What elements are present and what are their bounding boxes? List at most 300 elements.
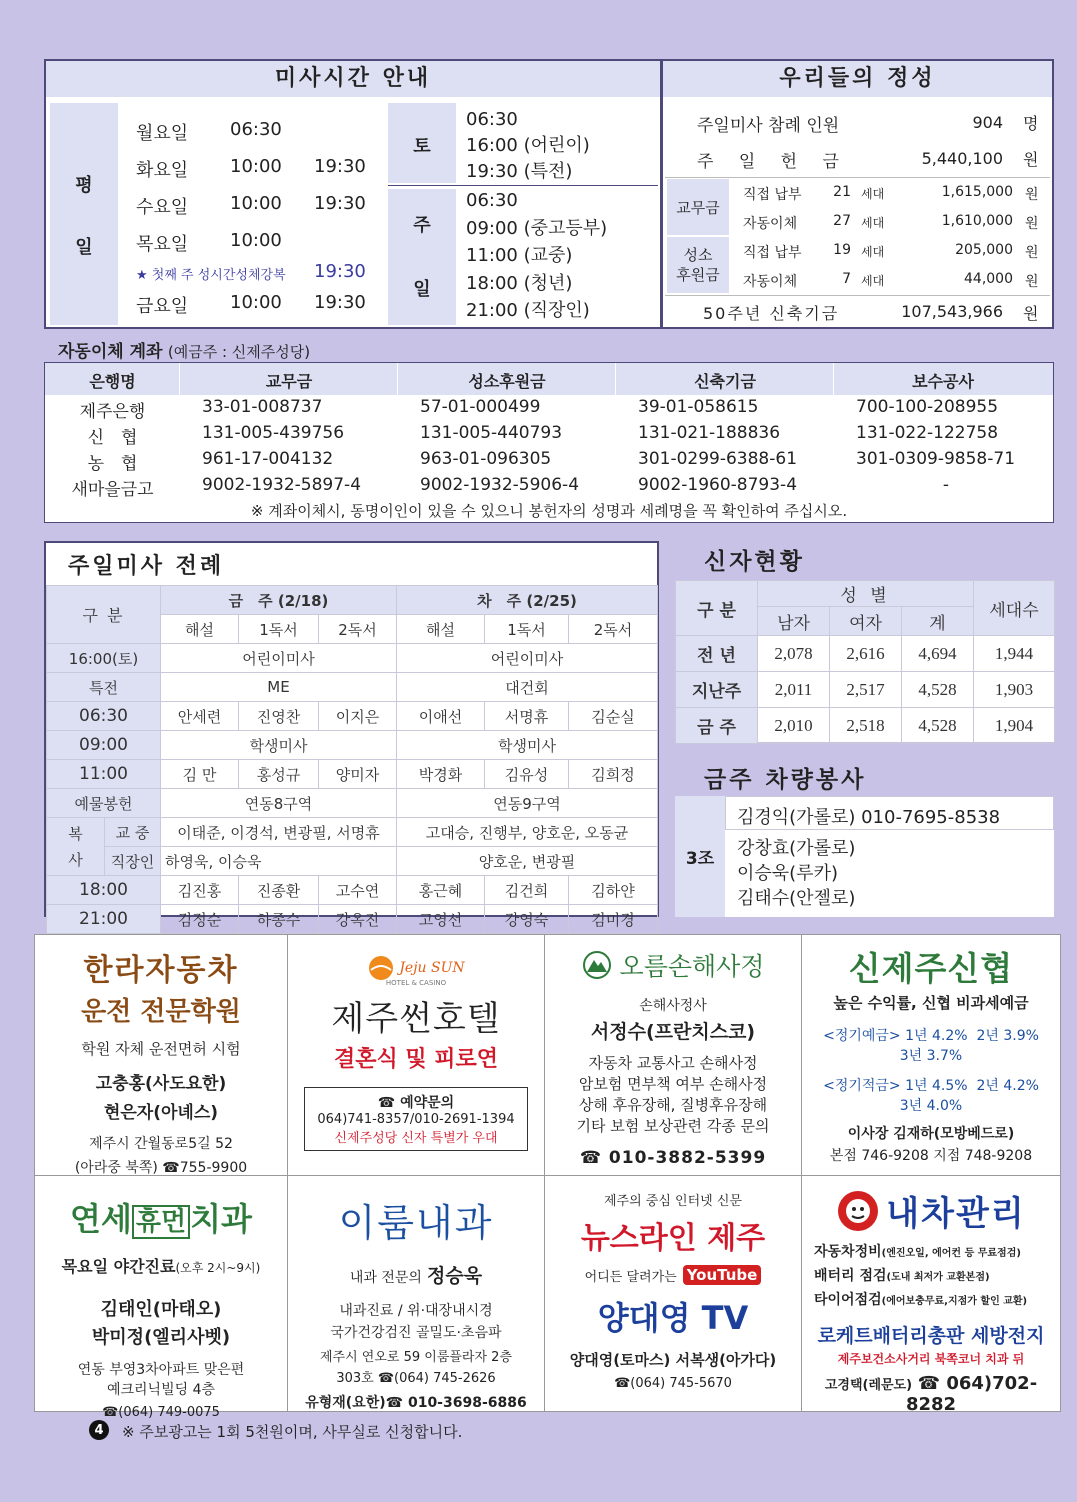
mass-times-box [44, 59, 662, 329]
cu-line: 높은 수익률, 신협 비과세예금 [833, 994, 1029, 1012]
account-number: 301-0309-9858-71 [856, 449, 1016, 469]
row-label: 지난주 [676, 672, 758, 708]
dental-title-a: 연세 [70, 1200, 132, 1238]
weekday-day: 화요일 [136, 160, 189, 181]
row-label: 11:00 [47, 760, 161, 789]
account-number: - [942, 475, 950, 495]
dental-name: 박미정(엘리사벳) [91, 1327, 231, 1348]
weekday-time1: 10:00 [230, 193, 282, 214]
gubun-cell: 구 분 [47, 586, 161, 644]
liturgy-cell: 김희정 [569, 760, 658, 789]
mass-times-title: 미사시간 안내 [46, 61, 660, 97]
liturgy-cell: 김순실 [569, 702, 658, 731]
liturgy-cell: 고대승, 진행부, 양호운, 오동균 [397, 818, 658, 847]
row-won: 원 [1025, 216, 1039, 232]
offering-row [743, 179, 1049, 208]
members-table [675, 580, 1055, 744]
halla-address: (아라중 북쪽) ☎755-9900 [74, 1160, 248, 1176]
male-count: 2,011 [758, 672, 830, 708]
ireum-address: 제주시 연오로 59 이룸플라자 2층 [319, 1350, 513, 1365]
sat-times [466, 107, 590, 185]
liturgy-cell: 이지은 [319, 702, 397, 731]
parking-title: 금주 차량봉사 [704, 767, 867, 793]
ireum-doctor-name: 정승욱 [427, 1265, 483, 1287]
account-number: 9002-1960-8793-4 [638, 475, 798, 495]
cu-title: 신제주신협 [848, 949, 1014, 988]
members-row [676, 708, 1055, 744]
row-unit: 세대 [861, 274, 885, 288]
news-phone: ☎(064) 745-5670 [614, 1376, 732, 1391]
liturgy-grid [46, 585, 657, 934]
server-label-2: 사 [68, 850, 83, 869]
account-number: 131-021-188836 [638, 423, 781, 443]
liturgy-cell: 이태준, 이경석, 변광필, 서명휴 [161, 818, 397, 847]
oreum-line: 손해사정사 [639, 998, 707, 1014]
halla-line: 학원 자체 운전면허 시험 [81, 1040, 241, 1058]
accounts-note: ※ 계좌이체시, 동명이인이 있을 수 있으니 봉헌자의 성명과 세례명을 꼭 확인하여 주십시오. [250, 502, 848, 520]
liturgy-cell: 연동8구역 [161, 789, 397, 818]
ireum-contact: 유형재(요한)☎ 010-3698-6886 [305, 1395, 527, 1411]
row-count: 27 [833, 213, 851, 229]
car-service [814, 1289, 1060, 1313]
weekday-label-2: 일 [75, 237, 93, 258]
total-header: 계 [902, 607, 974, 636]
dental-title [35, 1194, 287, 1240]
ad-oreum [545, 935, 801, 1175]
sun-logo-text: Jeju SUN [399, 960, 465, 976]
liturgy-cell: 양호운, 변광필 [397, 847, 658, 876]
liturgy-cell: 하영욱, 이승욱 [161, 847, 397, 876]
liturgy-cell: 김하얀 [569, 876, 658, 905]
accounts-rows [45, 397, 1053, 501]
ireum-line: 국가건강검진 골밀도·초음파 [330, 1325, 502, 1341]
row-won: 원 [1025, 274, 1039, 290]
sun-time: 06:30 [466, 190, 518, 211]
liturgy-cell: 김건희 [485, 876, 569, 905]
offering-row [743, 237, 1049, 266]
car-phone: ☎ 064)702-8282 [905, 1373, 1038, 1415]
dental-name: 김태인(마태오) [100, 1299, 222, 1320]
attendance-value: 904 [972, 113, 1003, 132]
next-week-header: 차 주 (2/25) [397, 586, 658, 615]
sun-subtitle: 결혼식 및 피로연 [333, 1047, 499, 1072]
sun-label-2: 일 [413, 279, 431, 300]
mascot-icon [836, 1189, 880, 1233]
offering-box [661, 59, 1054, 329]
liturgy-cell: 김진홍 [161, 876, 239, 905]
account-row [45, 449, 1053, 475]
divider [179, 363, 180, 395]
total-count: 4,528 [902, 672, 974, 708]
account-number: 131-005-439756 [202, 423, 345, 443]
attendance-unit: 명 [1023, 114, 1039, 133]
ireum-title: 이룸내과 [338, 1201, 494, 1245]
sun-phone: 064)741-8357/010-2691-1394 [317, 1112, 515, 1127]
liturgy-cell: 박경화 [397, 760, 485, 789]
offering-row [743, 208, 1049, 237]
liturgy-row [47, 760, 658, 789]
liturgy-cell: 대건회 [397, 673, 658, 702]
sub-header: 해설 [161, 615, 239, 644]
oreum-line: 상해 후유장해, 질병후유장해 [578, 1096, 768, 1114]
car-service [814, 1241, 1060, 1265]
news-line: 제주의 중심 인터넷 신문 [604, 1194, 742, 1209]
weekday-label-bg [50, 103, 118, 325]
liturgy-cell: 어린이미사 [161, 644, 397, 673]
sun-label-1: 주 [413, 215, 431, 236]
sun-discount: 신제주성당 신자 특별가 우대 [334, 1131, 498, 1146]
account-bank: 신 협 [87, 428, 138, 448]
household-count: 1,904 [974, 708, 1055, 744]
sun-title: 제주썬호텔 [331, 999, 501, 1039]
row-label: 특전 [47, 673, 161, 702]
jubilee-label: 50주년 신축기금 [703, 304, 840, 323]
accounts-title: 자동이체 계좌 [58, 342, 163, 362]
weekday-time1: 10:00 [230, 230, 282, 251]
parking-box [675, 796, 1054, 917]
household-count: 1,903 [974, 672, 1055, 708]
sub-header: 2독서 [319, 615, 397, 644]
row-label: 21:00 [47, 905, 161, 934]
footer-note: ※ 주보광고는 1회 5천원이며, 사무실로 신청합니다. [122, 1423, 463, 1441]
oreum-line: 자동차 교통사고 손해사정 [588, 1054, 758, 1072]
sun-times [466, 187, 607, 325]
liturgy-cell: 서명휴 [485, 702, 569, 731]
sat-time: 06:30 [466, 109, 518, 130]
car-service-note: (엔진오일, 에어컨 등 무료점검) [881, 1248, 1021, 1259]
row-count: 19 [833, 242, 851, 258]
won: 원 [1023, 150, 1039, 169]
divider [615, 363, 616, 395]
liturgy-row [47, 702, 658, 731]
accounts-col-header: 성소후원금 [468, 372, 546, 391]
jubilee-value: 107,543,966 [901, 302, 1003, 321]
server-label-1: 복 [68, 824, 83, 843]
account-row [45, 475, 1053, 501]
sun-label-bg [388, 189, 456, 325]
liturgy-header-row [47, 586, 658, 615]
accounts-owner: (예금주 : 신제주성당) [167, 343, 311, 361]
sun-time: 21:00 (직장인) [466, 300, 590, 321]
row-unit: 세대 [861, 245, 885, 259]
sub-header: 1독서 [239, 615, 319, 644]
car-service-label: 배터리 점검 [814, 1268, 887, 1284]
news-youtube-line [545, 1265, 801, 1285]
car-service-label: 타이어점검 [814, 1292, 882, 1308]
account-number: 961-17-004132 [202, 449, 334, 469]
weekday-time1: 10:00 [230, 292, 282, 313]
ireum-doctor-label: 내과 전문의 [349, 1270, 422, 1286]
account-number: 9002-1932-5906-4 [420, 475, 580, 495]
liturgy-box [44, 541, 659, 929]
parking-volunteer: 강창효(가롤로) [737, 838, 856, 859]
weekday-time2: 19:30 [314, 156, 366, 177]
accounts-col-header: 은행명 [89, 372, 136, 391]
row-label: 06:30 [47, 702, 161, 731]
weekday-day: 월요일 [136, 123, 189, 144]
dental-phone: ☎(064) 749-0075 [102, 1405, 220, 1420]
row-won: 원 [1025, 245, 1039, 261]
car-service-label: 자동차정비 [814, 1244, 882, 1260]
parking-rest [737, 836, 855, 911]
halla-name: 고충홍(사도요한) [95, 1074, 227, 1094]
cu-phone: 본점 746-9208 지점 748-9208 [829, 1148, 1033, 1164]
sub-header: 1독서 [485, 615, 569, 644]
car-header [802, 1186, 1060, 1235]
accounts-col-header: 신축기금 [694, 372, 756, 391]
adoration-label: ★ 첫째 주 성시간성체강복 [136, 268, 286, 283]
dental-hours [35, 1254, 287, 1277]
car-location: 제주보건소사거리 북쪽코너 치과 뒤 [837, 1352, 1025, 1366]
liturgy-cell: ME [161, 673, 397, 702]
liturgy-cell: 강영숙 [485, 905, 569, 934]
liturgy-cell: 홍근혜 [397, 876, 485, 905]
female-count: 2,518 [830, 708, 902, 744]
male-count: 2,078 [758, 636, 830, 672]
liturgy-row [47, 876, 658, 905]
liturgy-cell: 학생미사 [161, 731, 397, 760]
sun-logo-sub: HOTEL & CASINO [385, 979, 447, 987]
sub-header: 해설 [397, 615, 485, 644]
gender-header: 성 별 [758, 581, 974, 607]
adoration-time: 19:30 [314, 261, 366, 282]
car-service-note: (에어보충무료,지점가 할인 교환) [881, 1296, 1028, 1307]
row-label: 16:00(토) [47, 644, 161, 673]
ad-halla [35, 935, 287, 1175]
oreum-line: 암보험 면부책 여부 손해사정 [578, 1075, 768, 1093]
divider [665, 177, 1050, 178]
cu-savings: <정기적금> 1년 4.5% 2년 4.2% [823, 1078, 1039, 1094]
car-name: 고경택(레문도) [824, 1378, 913, 1393]
halla-name: 현은자(아녜스) [103, 1103, 219, 1123]
liturgy-row [47, 847, 658, 876]
row-type: 직접 납부 [743, 187, 802, 203]
page-number: 4 [89, 1420, 109, 1440]
liturgy-row [47, 789, 658, 818]
liturgy-cell: 강옥진 [319, 905, 397, 934]
accounts-heading [58, 337, 310, 362]
row-type: 자동이체 [743, 274, 798, 290]
row-label: 18:00 [47, 876, 161, 905]
liturgy-cell: 양미자 [319, 760, 397, 789]
total-count: 4,528 [902, 708, 974, 744]
offering-title: 우리들의 정성 [663, 61, 1052, 97]
account-number: 131-005-440793 [420, 423, 563, 443]
parking-team: 3조 [675, 796, 725, 917]
server-label [47, 818, 105, 876]
car-service-note: (도내 최저가 교환본점) [886, 1272, 990, 1283]
sunday-offering-label: 주 일 헌 금 [697, 152, 839, 172]
liturgy-cell: 안세련 [161, 702, 239, 731]
sun-time: 09:00 (중고등부) [466, 217, 608, 239]
account-number: 39-01-058615 [638, 397, 759, 417]
weekday-time2: 19:30 [314, 292, 366, 313]
sun-reservation-label: ☎ 예약문의 [377, 1095, 455, 1111]
divider [397, 363, 398, 395]
dental-address: 연동 부영3차아파트 맞은편 [77, 1362, 245, 1378]
dental-title-c: 치과 [190, 1200, 252, 1238]
weekday-time1: 10:00 [230, 156, 282, 177]
female-count: 2,616 [830, 636, 902, 672]
liturgy-table [46, 585, 658, 934]
car-title: 내차관리 [886, 1194, 1026, 1234]
ireum-doctor [288, 1261, 544, 1288]
household-header: 세대수 [974, 581, 1055, 636]
liturgy-cell: 이애선 [397, 702, 485, 731]
weekday-time1: 06:30 [230, 119, 282, 140]
news-line: 어디든 달려가는 [584, 1269, 677, 1285]
account-number: 131-022-122758 [856, 423, 999, 443]
cu-ceo: 이사장 김재하(모방베드로) [847, 1126, 1015, 1142]
liturgy-cell: 진영찬 [239, 702, 319, 731]
weekday-day: 목요일 [136, 234, 189, 255]
account-bank: 새마을금고 [71, 480, 154, 500]
female-header: 여자 [830, 607, 902, 636]
halla-address: 제주시 간월동로5길 52 [89, 1136, 233, 1152]
oreum-title: 오름손해사정 [619, 952, 765, 981]
car-service [814, 1265, 1060, 1289]
row-count: 21 [833, 184, 851, 200]
car-services [802, 1241, 1060, 1313]
youtube-icon: YouTube [683, 1265, 762, 1285]
male-count: 2,010 [758, 708, 830, 744]
ad-car-care [802, 1176, 1060, 1415]
members-row [676, 636, 1055, 672]
liturgy-title: 주일미사 전례 [68, 554, 225, 579]
mountain-icon [582, 950, 612, 980]
household-count: 1,944 [974, 636, 1055, 672]
liturgy-row [47, 905, 658, 934]
dental-hours-label: 목요일 야간진료 [61, 1257, 176, 1276]
row-label: 교 중 [105, 818, 161, 847]
account-number: 57-01-000499 [420, 397, 541, 417]
liturgy-row [47, 731, 658, 760]
oreum-phone: ☎ 010-3882-5399 [579, 1148, 767, 1168]
offering-row [743, 266, 1049, 295]
news-tv-title: 양대영 TV [597, 1299, 749, 1337]
oreum-header [545, 947, 801, 983]
members-header-row [676, 581, 1055, 607]
liturgy-cell: 연동9구역 [397, 789, 658, 818]
liturgy-cell: 고수연 [319, 876, 397, 905]
dental-hours-time: (오후 2시~9시) [175, 1261, 261, 1275]
liturgy-cell: 홍성규 [239, 760, 319, 789]
divider [665, 295, 1050, 296]
won: 원 [1023, 304, 1039, 323]
liturgy-row [47, 644, 658, 673]
sat-time: 19:30 (특전) [466, 161, 573, 182]
parking-volunteer: 김태수(안젤로) [737, 888, 856, 909]
row-amount: 205,000 [955, 242, 1013, 258]
weekday-time2: 19:30 [314, 193, 366, 214]
male-header: 남자 [758, 607, 830, 636]
liturgy-cell: 고영선 [397, 905, 485, 934]
parking-volunteer: 이승욱(루카) [737, 863, 838, 884]
row-won: 원 [1025, 187, 1039, 203]
row-amount: 1,610,000 [941, 213, 1013, 229]
row-label: 전 년 [676, 636, 758, 672]
liturgy-cell: 진종환 [239, 876, 319, 905]
weekday-day: 금요일 [136, 296, 189, 317]
divider [833, 363, 834, 395]
halla-subtitle: 운전 전문학원 [81, 997, 241, 1027]
row-label: 직장인 [105, 847, 161, 876]
accounts-col-header: 보수공사 [912, 372, 974, 391]
account-row [45, 423, 1053, 449]
row-type: 자동이체 [743, 216, 798, 232]
members-row [676, 672, 1055, 708]
offering-rows [743, 179, 1049, 295]
news-names: 양대영(토마스) 서복생(아가다) [569, 1351, 777, 1369]
account-bank: 농 협 [87, 454, 138, 474]
ireum-line: 내과진료 / 위·대장내시경 [339, 1303, 493, 1319]
sunday-offering-value: 5,440,100 [921, 149, 1003, 168]
accounts-col-header: 교무금 [265, 372, 313, 391]
row-amount: 1,615,000 [941, 184, 1013, 200]
parking-first: 김경익(가롤로) 010-7695-8538 [737, 807, 1001, 828]
group-kyomu: 교무금 [667, 179, 729, 235]
accounts-table-box [44, 362, 1054, 523]
weekday-label-1: 평 [75, 175, 93, 196]
liturgy-row [47, 673, 658, 702]
female-count: 2,517 [830, 672, 902, 708]
row-label: 09:00 [47, 731, 161, 760]
row-label: 금 주 [676, 708, 758, 744]
members-table-box [675, 580, 1054, 742]
sun-reservation-box [304, 1087, 528, 1151]
oreum-name: 서정수(프란치스코) [590, 1021, 756, 1043]
sat-time: 16:00 (어린이) [466, 135, 590, 156]
group-vocation: 성소 후원금 [667, 237, 729, 293]
dental-address: 예크리닉빌딩 4층 [106, 1382, 216, 1398]
account-number: 33-01-008737 [202, 397, 323, 417]
liturgy-row [47, 818, 658, 847]
cu-deposit: <정기예금> 1년 4.2% 2년 3.9% [823, 1028, 1039, 1044]
sun-time: 11:00 (교중) [466, 245, 573, 266]
ad-ireum [288, 1176, 544, 1411]
divider [388, 185, 658, 186]
dental-title-b: 휴먼 [132, 1205, 190, 1239]
liturgy-cell: 하종수 [239, 905, 319, 934]
liturgy-cell: 어린이미사 [397, 644, 658, 673]
liturgy-cell: 김유성 [485, 760, 569, 789]
row-type: 직접 납부 [743, 245, 802, 261]
cu-savings: 3년 4.0% [899, 1098, 963, 1114]
cu-deposit: 3년 3.7% [899, 1048, 963, 1064]
members-title: 신자현황 [704, 549, 805, 575]
attendance-label: 주일미사 참례 인원 [697, 116, 840, 136]
car-contact [802, 1373, 1060, 1415]
account-bank: 제주은행 [79, 402, 146, 422]
liturgy-cell: 김 만 [161, 760, 239, 789]
ad-newsline [545, 1176, 801, 1411]
car-battery-title: 로케트배터리총판 세방전지 [817, 1325, 1045, 1347]
ad-dental [35, 1176, 287, 1420]
halla-title: 한라자동차 [83, 953, 239, 988]
ad-sun-hotel [288, 935, 544, 1175]
oreum-line: 기타 보험 보상관련 각종 문의 [576, 1117, 770, 1135]
ad-credit-union [802, 935, 1060, 1175]
sun-time: 18:00 (청년) [466, 272, 573, 294]
total-count: 4,694 [902, 636, 974, 672]
sat-label: 토 [413, 136, 431, 157]
row-amount: 44,000 [964, 271, 1013, 287]
sun-logo-icon [367, 954, 395, 982]
liturgy-cell: 김미경 [569, 905, 658, 934]
liturgy-cell: 학생미사 [397, 731, 658, 760]
sub-header: 2독서 [569, 615, 658, 644]
row-count: 7 [842, 271, 851, 287]
